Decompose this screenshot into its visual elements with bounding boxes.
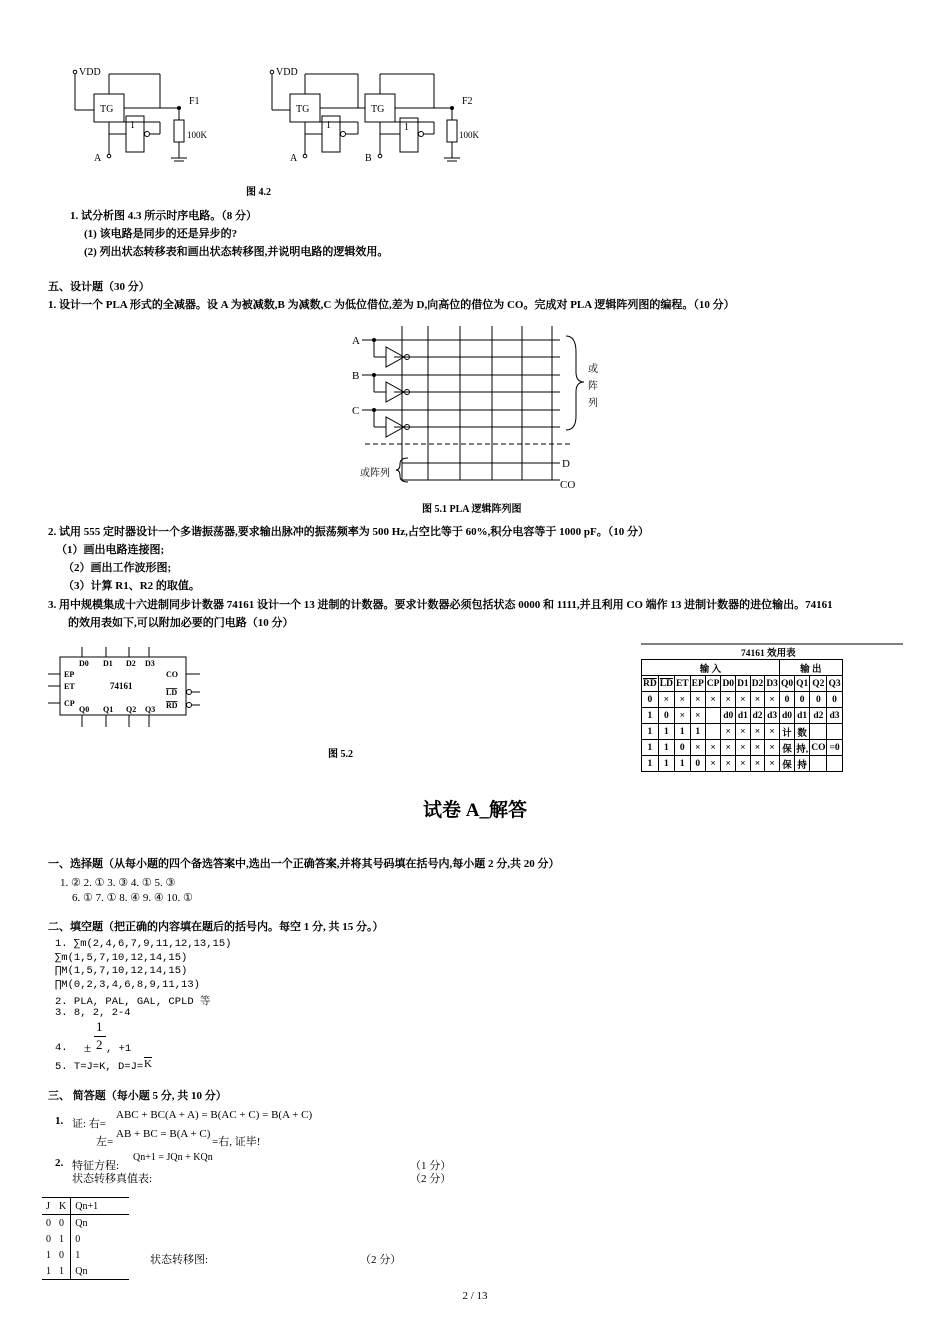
table-cell: × — [705, 692, 721, 708]
inverter-label-2: 1 — [326, 120, 331, 131]
vdd-label: VDD — [79, 67, 101, 78]
table-cell: × — [736, 756, 751, 772]
jk-cell: Qn — [75, 1265, 88, 1277]
table-header-row — [642, 676, 843, 692]
jk-cell: 0 — [55, 1247, 71, 1263]
table-cell: 1 — [642, 708, 659, 724]
page-number: 2 / 13 — [462, 1290, 488, 1302]
table-cell: 1 — [642, 724, 659, 740]
pin-cp: CP — [64, 699, 75, 708]
table-cell: 1 — [674, 724, 690, 740]
output-header: 输 出 — [779, 660, 842, 676]
jk-header: K — [55, 1198, 71, 1215]
table-row — [642, 692, 843, 708]
table-cell: × — [690, 708, 705, 724]
resistor-label-2: 100K — [459, 130, 479, 140]
table-cell: d1 — [736, 708, 751, 724]
vdd-label-2: VDD — [276, 67, 298, 78]
jk-cell: 1 — [46, 1249, 51, 1261]
answer-2-line: 1. ∑m(2,4,6,7,9,11,12,13,15) — [55, 938, 232, 950]
figure-5-1-pla — [340, 322, 620, 497]
table-cell: d2 — [810, 708, 827, 724]
chip-name: 74161 — [110, 681, 133, 691]
table-cell: 保 — [779, 756, 794, 772]
answer-2-q4-numerator: 1 — [96, 1019, 103, 1034]
answer-2-line: ∏M(0,2,3,4,6,8,9,11,13) — [55, 979, 200, 991]
table-cell: d0 — [779, 708, 794, 724]
question-5-2a: （1）画出电路连接图; — [56, 544, 165, 556]
f2-label: F2 — [462, 96, 473, 107]
col-header: EP — [690, 676, 705, 692]
table-cell — [827, 756, 842, 772]
answer-section-3-title: 三、 简答题（每小题 5 分, 共 10 分） — [48, 1090, 227, 1102]
table-cell: × — [690, 740, 705, 756]
answer-2-line: ∑m(1,5,7,10,12,14,15) — [55, 952, 188, 964]
col-header: $\overline{RD}$ — [642, 676, 659, 692]
pin-q0: Q0 — [79, 705, 90, 714]
table-cell: 0 — [642, 692, 659, 708]
table-cell: 1 — [658, 724, 674, 740]
question-4-1a: (1) 该电路是同步的还是异步的? — [84, 228, 238, 240]
jk-cell: 0 — [46, 1233, 51, 1245]
answer-section-2-title: 二、填空题（把正确的内容填在题后的括号内。每空 1 分, 共 15 分。） — [48, 921, 384, 933]
jk-cell: 1 — [55, 1231, 71, 1247]
answer-3-q2-score1: （1 分） — [410, 1160, 452, 1172]
pin-ld: LD — [166, 688, 178, 697]
table-cell — [705, 724, 721, 740]
answer-2-line: ∏M(1,5,7,10,12,14,15) — [55, 965, 188, 977]
question-5-2: 2. 试用 555 定时器设计一个多谐振荡器,要求输出脉冲的振荡频率为 500 Hz,占空比等于 60%,积分电容等于 1000 pF。（10 分） — [48, 526, 650, 538]
table-cell: × — [721, 740, 736, 756]
table-cell: 0 — [779, 692, 794, 708]
table-cell: × — [736, 724, 751, 740]
answer-3-q2-table-label: 状态转移真值表: — [72, 1173, 153, 1185]
pla-input-b: B — [352, 370, 360, 382]
table-cell: d0 — [721, 708, 736, 724]
col-header: D1 — [736, 676, 751, 692]
table-row — [642, 708, 843, 724]
table-cell: × — [705, 756, 721, 772]
jk-cell: 0 — [55, 1215, 71, 1232]
inverter-label: 1 — [130, 120, 135, 131]
question-5-3-line1: 3. 用中规模集成十六进制同步计数器 74161 设计一个 13 进制的计数器。要求计数器必须包括状态 0000 和 1111,并且利用 CO 端作 13 进制计数器的进位输出。74161 — [48, 599, 833, 611]
jk-cell: Qn — [75, 1217, 88, 1229]
table-cell: =0 — [827, 740, 842, 756]
pin-et: ET — [64, 682, 75, 691]
col-header: Q2 — [810, 676, 827, 692]
table-cell: 0 — [795, 692, 810, 708]
answer-3-q1-right-expr: ABC + BC(A + A) = B(AC + C) = B(A + C) — [116, 1109, 313, 1121]
table-cell — [810, 756, 827, 772]
table-cell: 1 — [658, 756, 674, 772]
pla-output-d: D — [562, 458, 570, 470]
col-header: $\overline{LD}$ — [658, 676, 674, 692]
and-array-label-1: 或 — [588, 364, 598, 375]
pin-d2: D2 — [126, 659, 136, 668]
answer-2-q4-number: 4. — [55, 1042, 68, 1054]
table-cell: d3 — [765, 708, 780, 724]
answer-title: 试卷 A_解答 — [423, 800, 527, 821]
table-cell: d2 — [750, 708, 765, 724]
table-cell: × — [674, 692, 690, 708]
table-cell: 保 — [779, 740, 794, 756]
table-cell: × — [658, 692, 674, 708]
table-cell: 数 — [795, 724, 810, 740]
pin-d0: D0 — [79, 659, 89, 668]
table-cell: × — [750, 756, 765, 772]
jk-row — [42, 1215, 129, 1232]
answer-2-q5-kbar: $\overline{K}$ — [144, 1058, 152, 1070]
jk-cell: 1 — [46, 1265, 51, 1277]
table-cell: × — [690, 692, 705, 708]
figure-5-2-chip — [44, 645, 204, 740]
section-5-title: 五、设计题（30 分） — [48, 281, 150, 293]
answer-3-q1-number: 1. — [55, 1115, 64, 1127]
function-table — [641, 659, 843, 772]
col-header: D0 — [721, 676, 736, 692]
table-cell: × — [736, 692, 751, 708]
jk-header: J — [46, 1200, 50, 1212]
input-a-label: A — [94, 153, 102, 164]
table-cell: × — [721, 756, 736, 772]
answer-2-q5: 5. T=J=K, D=J= — [55, 1061, 144, 1073]
pin-rd: RD — [166, 701, 178, 710]
pin-co: CO — [166, 670, 178, 679]
table-cell — [827, 724, 842, 740]
answer-3-q2-number: 2. — [55, 1157, 64, 1169]
answer-3-q2-diagram-label: 状态转移图: — [150, 1254, 209, 1266]
table-cell: d1 — [795, 708, 810, 724]
answer-3-q1-right-label: 证: 右= — [72, 1118, 107, 1130]
jk-row — [42, 1231, 129, 1247]
table-row — [642, 756, 843, 772]
function-table-title: 74161 效用表 — [741, 649, 796, 659]
f1-label: F1 — [189, 96, 200, 107]
table-cell: × — [674, 708, 690, 724]
answer-2-line: 3. 8, 2, 2-4 — [55, 1007, 131, 1019]
pla-output-co: CO — [560, 479, 576, 491]
jk-cell: 0 — [46, 1217, 51, 1229]
input-a-label-2: A — [290, 153, 298, 164]
and-array-label-2: 阵 — [588, 381, 598, 392]
answer-3-q2-score2: （2 分） — [410, 1173, 452, 1185]
and-array-label-3: 列 — [588, 398, 598, 409]
input-header: 输 入 — [642, 660, 780, 676]
question-5-2c: （3）计算 R1、R2 的取值。 — [63, 580, 200, 592]
table-cell: × — [765, 756, 780, 772]
figure-4-2-caption: 图 4.2 — [246, 187, 271, 198]
table-cell: 1 — [642, 756, 659, 772]
pla-input-a: A — [352, 335, 360, 347]
question-5-3-line2: 的效用表如下,可以附加必要的门电路（10 分） — [68, 617, 294, 629]
table-cell: × — [765, 724, 780, 740]
answer-3-q1-left-expr: AB + BC = B(A + C) — [116, 1128, 211, 1140]
question-5-2b: （2）画出工作波形图; — [63, 562, 172, 574]
table-cell: 持, — [795, 740, 810, 756]
pin-q3: Q3 — [145, 705, 156, 714]
table-cell: 1 — [674, 756, 690, 772]
pin-ep: EP — [64, 670, 75, 679]
function-table-top-rule — [641, 643, 903, 645]
col-header: Q1 — [795, 676, 810, 692]
col-header: Q3 — [827, 676, 842, 692]
answer-section-1-line1: 1. ② 2. ① 3. ③ 4. ① 5. ③ — [60, 877, 176, 889]
table-cell: × — [750, 724, 765, 740]
table-cell — [705, 708, 721, 724]
jk-cell: 1 — [75, 1249, 81, 1261]
col-header: CP — [705, 676, 721, 692]
tg-label-2: TG — [296, 104, 310, 115]
question-4-1b: (2) 列出状态转移表和画出状态转移图,并说明电路的逻辑效用。 — [84, 246, 389, 258]
answer-3-q1-conclusion: =右, 证毕! — [212, 1136, 261, 1148]
jk-truth-table — [42, 1197, 129, 1280]
question-4-1: 1. 试分析图 4.3 所示时序电路。（8 分） — [70, 210, 257, 222]
table-row — [642, 724, 843, 740]
table-cell: 0 — [810, 692, 827, 708]
col-header: Q0 — [779, 676, 794, 692]
table-cell: 0 — [827, 692, 842, 708]
pin-q2: Q2 — [126, 705, 137, 714]
answer-3-q1-left-label: 左= — [96, 1136, 114, 1148]
answer-section-1-title: 一、选择题（从每小题的四个备选答案中,选出一个正确答案,并将其号码填在括号内,每小题 2 分,共 20 分） — [48, 858, 560, 870]
jk-row — [42, 1263, 129, 1280]
table-cell: 0 — [690, 756, 705, 772]
table-cell: 持 — [795, 756, 810, 772]
col-header: D2 — [750, 676, 765, 692]
table-cell: × — [765, 692, 780, 708]
table-cell: × — [705, 740, 721, 756]
input-b-label: B — [365, 153, 372, 164]
table-cell: CO — [810, 740, 827, 756]
inverter-label-3: 1 — [404, 122, 409, 133]
question-5-1: 1. 设计一个 PLA 形式的全减器。设 A 为被减数,B 为减数,C 为低位借位,差为 D,向高位的借位为 CO。完成对 PLA 逻辑阵列图的编程。（10 分） — [48, 299, 735, 311]
tg-label-3: TG — [371, 104, 385, 115]
table-cell: × — [721, 724, 736, 740]
jk-header: Qn+1 — [75, 1200, 99, 1212]
answer-2-q4-rest: , +1 — [106, 1043, 132, 1055]
figure-4-2 — [60, 60, 490, 180]
answer-2-line: 2. PLA, PAL, GAL, CPLD 等 — [55, 996, 211, 1008]
table-cell — [810, 724, 827, 740]
table-cell: × — [765, 740, 780, 756]
pla-input-c: C — [352, 405, 360, 417]
col-header: D3 — [765, 676, 780, 692]
answer-section-1-line2: 6. ① 7. ① 8. ④ 9. ④ 10. ① — [72, 892, 193, 904]
table-row — [642, 740, 843, 756]
resistor-label: 100K — [187, 130, 207, 140]
jk-row — [42, 1247, 129, 1263]
table-cell: 1 — [658, 740, 674, 756]
table-cell: d3 — [827, 708, 842, 724]
answer-2-q4-denominator: 2 — [96, 1037, 103, 1052]
table-cell: 0 — [674, 740, 690, 756]
figure-5-1-caption: 图 5.1 PLA 逻辑阵列图 — [422, 504, 522, 515]
table-cell: 计 — [779, 724, 794, 740]
answer-3-q2-score3: （2 分） — [360, 1254, 402, 1266]
table-cell: × — [736, 740, 751, 756]
jk-cell: 1 — [55, 1263, 71, 1280]
table-cell: × — [750, 692, 765, 708]
table-cell: 0 — [658, 708, 674, 724]
pin-q1: Q1 — [103, 705, 114, 714]
jk-cell: 0 — [75, 1233, 81, 1245]
jk-header-row — [42, 1198, 129, 1215]
table-cell: × — [721, 692, 736, 708]
pin-d1: D1 — [103, 659, 113, 668]
table-cell: × — [750, 740, 765, 756]
table-cell: 1 — [690, 724, 705, 740]
figure-5-2-caption: 图 5.2 — [328, 749, 353, 760]
col-header: ET — [674, 676, 690, 692]
tg-label: TG — [100, 104, 114, 115]
or-array-label: 或阵列 — [360, 468, 390, 479]
answer-3-q2-label: 特征方程: — [72, 1160, 120, 1172]
answer-3-q2-equation: Qn+1 = JQn + KQn — [133, 1152, 213, 1163]
table-cell: 1 — [642, 740, 659, 756]
answer-2-q4-pm: ± — [84, 1040, 92, 1055]
pin-d3: D3 — [145, 659, 155, 668]
